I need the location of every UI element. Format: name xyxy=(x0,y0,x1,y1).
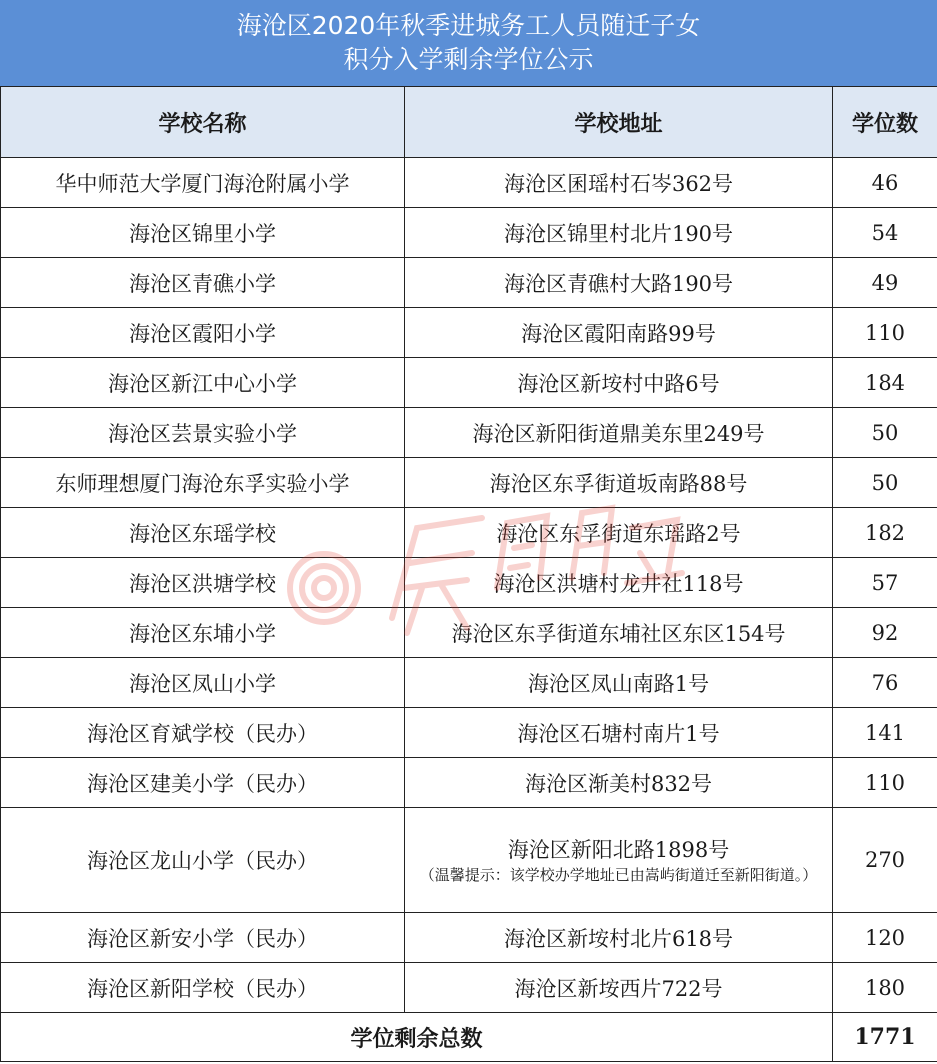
table-row xyxy=(1,558,937,608)
table-row xyxy=(1,808,937,913)
seat-count: 110 xyxy=(833,758,937,808)
school-address: 海沧区洪塘村龙井社118号 xyxy=(405,558,833,608)
school-address: 海沧区新垵村北片618号 xyxy=(405,913,833,963)
table-row xyxy=(1,258,937,308)
school-name: 海沧区育斌学校（民办） xyxy=(1,708,405,758)
seat-count: 50 xyxy=(833,458,937,508)
address-change-note: （温馨提示：该学校办学地址已由嵩屿街道迁至新阳街道。） xyxy=(419,865,818,884)
school-address: 海沧区新阳街道鼎美东里249号 xyxy=(405,408,833,458)
table-row xyxy=(1,208,937,258)
school-name: 海沧区东埔小学 xyxy=(1,608,405,658)
table-row xyxy=(1,508,937,558)
school-name: 海沧区芸景实验小学 xyxy=(1,408,405,458)
seat-count: 54 xyxy=(833,208,937,258)
seat-count: 184 xyxy=(833,358,937,408)
school-name: 海沧区建美小学（民办） xyxy=(1,758,405,808)
total-value: 1771 xyxy=(833,1013,937,1062)
seat-count: 49 xyxy=(833,258,937,308)
school-address: 海沧区囷瑶村石岑362号 xyxy=(405,158,833,208)
school-address: 海沧区青礁村大路190号 xyxy=(405,258,833,308)
seat-count: 182 xyxy=(833,508,937,558)
title-line-1: 海沧区2020年秋季进城务工人员随迁子女 xyxy=(236,11,701,40)
school-name: 海沧区新江中心小学 xyxy=(1,358,405,408)
seat-count: 141 xyxy=(833,708,937,758)
seat-count: 270 xyxy=(833,808,937,913)
seat-count: 110 xyxy=(833,308,937,358)
school-address: 海沧区锦里村北片190号 xyxy=(405,208,833,258)
table-row xyxy=(1,758,937,808)
header-school-name: 学校名称 xyxy=(1,87,405,158)
school-address: 海沧区新垵村中路6号 xyxy=(405,358,833,408)
school-address: 海沧区东孚街道东瑶路2号 xyxy=(405,508,833,558)
seat-count: 92 xyxy=(833,608,937,658)
school-name: 海沧区霞阳小学 xyxy=(1,308,405,358)
school-address: 海沧区东孚街道坂南路88号 xyxy=(405,458,833,508)
school-address: 海沧区渐美村832号 xyxy=(405,758,833,808)
school-name: 海沧区东瑶学校 xyxy=(1,508,405,558)
school-name: 海沧区青礁小学 xyxy=(1,258,405,308)
seat-count: 57 xyxy=(833,558,937,608)
school-address: 海沧区石塘村南片1号 xyxy=(405,708,833,758)
school-address: 海沧区霞阳南路99号 xyxy=(405,308,833,358)
total-label: 学位剩余总数 xyxy=(1,1013,833,1062)
table-row xyxy=(1,608,937,658)
school-address: 海沧区凤山南路1号 xyxy=(405,658,833,708)
seat-count: 120 xyxy=(833,913,937,963)
school-name: 海沧区洪塘学校 xyxy=(1,558,405,608)
table-row xyxy=(1,658,937,708)
page-title xyxy=(0,0,937,86)
school-address: 海沧区新阳北路1898号 xyxy=(507,837,730,862)
table-row xyxy=(1,408,937,458)
table-row xyxy=(1,708,937,758)
title-line-2: 积分入学剩余学位公示 xyxy=(343,45,594,74)
table-row xyxy=(1,913,937,963)
school-name: 海沧区新安小学（民办） xyxy=(1,913,405,963)
seat-count: 46 xyxy=(833,158,937,208)
school-address: 海沧区新垵西片722号 xyxy=(405,963,833,1013)
school-name: 海沧区新阳学校（民办） xyxy=(1,963,405,1013)
school-name: 海沧区锦里小学 xyxy=(1,208,405,258)
school-address: 海沧区东孚街道东埔社区东区154号 xyxy=(405,608,833,658)
total-row xyxy=(1,1013,937,1062)
school-name: 东师理想厦门海沧东孚实验小学 xyxy=(1,458,405,508)
school-name: 海沧区龙山小学（民办） xyxy=(1,808,405,913)
seat-count: 76 xyxy=(833,658,937,708)
seats-table xyxy=(0,86,937,1062)
table-row xyxy=(1,358,937,408)
seat-count: 50 xyxy=(833,408,937,458)
table-row xyxy=(1,308,937,358)
header-seat-count: 学位数 xyxy=(833,87,937,158)
table-row xyxy=(1,458,937,508)
school-name: 海沧区凤山小学 xyxy=(1,658,405,708)
table-header-row xyxy=(1,87,937,158)
seat-count: 180 xyxy=(833,963,937,1013)
school-name: 华中师范大学厦门海沧附属小学 xyxy=(1,158,405,208)
header-school-address: 学校地址 xyxy=(405,87,833,158)
table-row xyxy=(1,158,937,208)
table-row xyxy=(1,963,937,1013)
school-address-cell xyxy=(405,808,833,913)
